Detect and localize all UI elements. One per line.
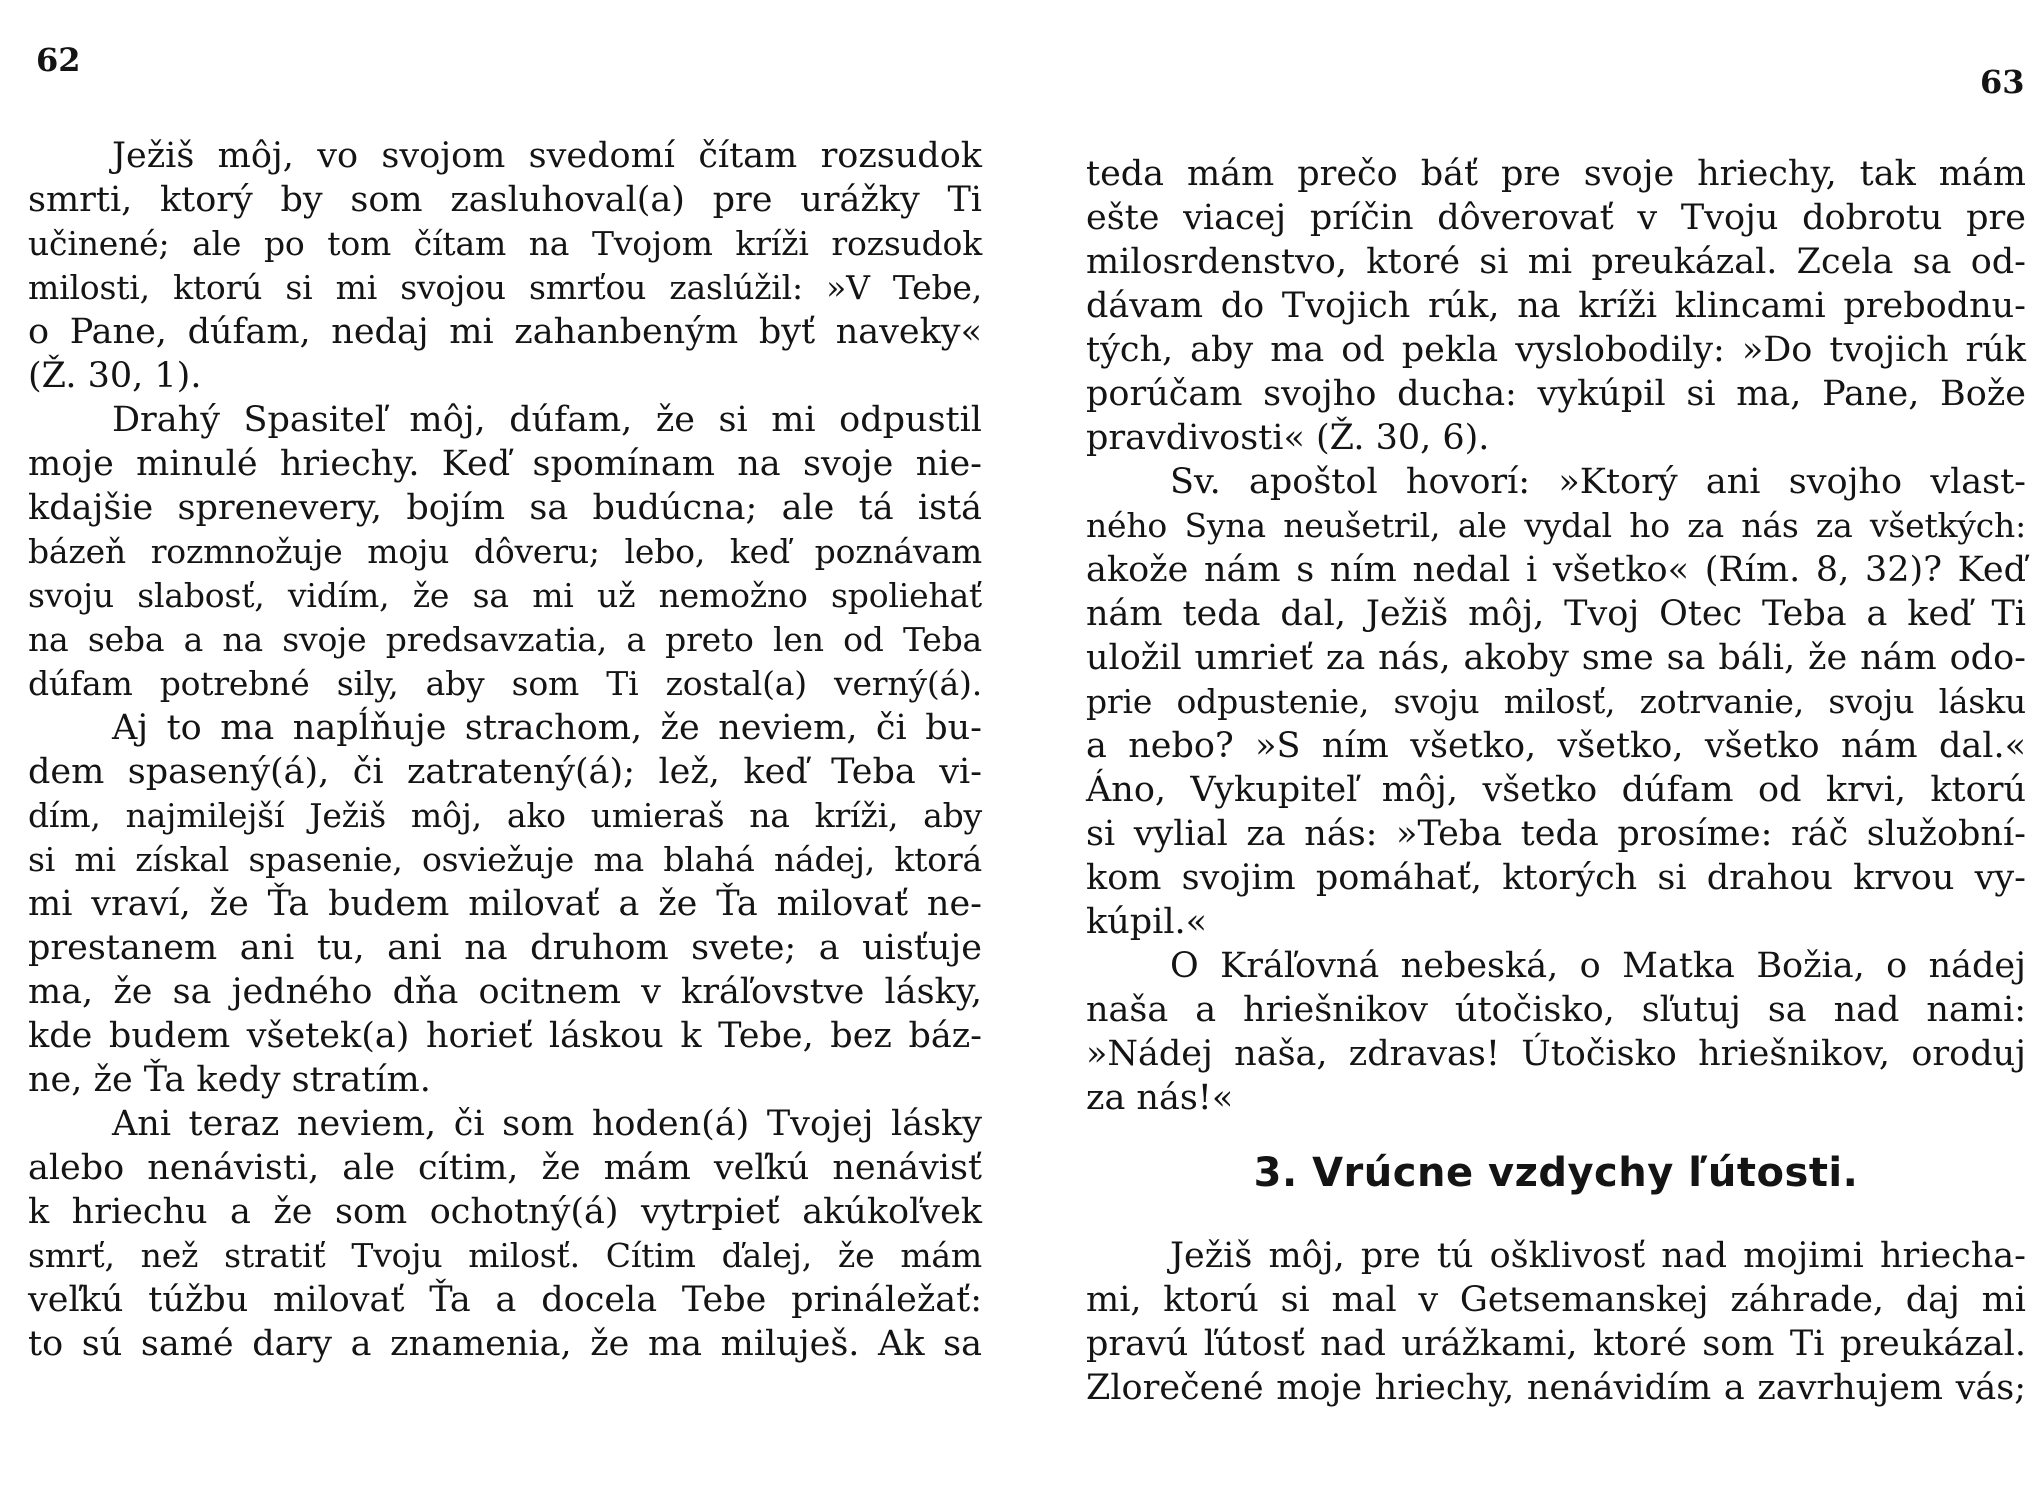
left-page	[28, 0, 982, 1500]
text-line: nám teda dal, Ježiš môj, Tvoj Otec Teba a keď Ti	[1086, 594, 2026, 634]
page-number-left: 62	[36, 41, 81, 79]
text-line: Ježiš môj, pre tú ošklivosť nad mojimi hriecha-	[1170, 1236, 2026, 1276]
text-line: porúčam svojho ducha: vykúpil si ma, Pane, Bože	[1086, 374, 2026, 414]
text-line: Sv. apoštol hovorí: »Ktorý ani svojho vlast-	[1170, 462, 2026, 502]
text-line: dávam do Tvojich rúk, na kríži klincami prebodnu-	[1086, 286, 2026, 326]
text-line: Ježiš môj, vo svojom svedomí čítam rozsudok	[112, 136, 982, 176]
text-line: mi vraví, že Ťa budem milovať a že Ťa milovať ne-	[28, 884, 982, 924]
text-line: pravú ľútosť nad urážkami, ktoré som Ti preukázal.	[1086, 1324, 2026, 1364]
page-number-right: 63	[1980, 63, 2025, 101]
text-line: ného Syna neušetril, ale vydal ho za nás za všetkých:	[1086, 506, 2026, 545]
text-line: k hriechu a že som ochotný(á) vytrpieť akúkoľvek	[28, 1192, 982, 1232]
text-line: »Nádej naša, zdravas! Útočisko hriešnikov, oroduj	[1086, 1034, 2026, 1074]
text-line: milosrdenstvo, ktoré si mi preukázal. Zcela sa od-	[1086, 242, 2026, 282]
text-line: veľkú túžbu milovať Ťa a docela Tebe prináležať:	[28, 1280, 982, 1320]
text-line: to sú samé dary a znamenia, že ma miluješ. Ak sa	[28, 1324, 982, 1364]
text-line: ešte viacej príčin dôverovať v Tvoju dobrotu pre	[1086, 198, 2026, 238]
text-line: uložil umrieť za nás, akoby sme sa báli, že nám odo-	[1086, 638, 2026, 678]
text-line: Zlorečené moje hriechy, nenávidím a zavrhujem vás;	[1086, 1368, 2026, 1408]
section-heading: 3. Vrúcne vzdychy ľútosti.	[1253, 1150, 1859, 1196]
text-line: na seba a na svoje predsavzatia, a preto len od Teba	[28, 620, 982, 659]
text-line: učinené; ale po tom čítam na Tvojom kríži rozsudok	[28, 224, 982, 263]
text-line: mi, ktorú si mal v Getsemanskej záhrade, daj mi	[1086, 1280, 2026, 1320]
text-line: milosti, ktorú si mi svojou smrťou zaslúžil: »V Tebe,	[28, 268, 982, 307]
text-line: tých, aby ma od pekla vyslobodily: »Do tvojich rúk	[1086, 330, 2026, 370]
text-line: si vylial za nás: »Teba teda prosíme: ráč služobní-	[1086, 814, 2026, 854]
text-line: teda mám prečo báť pre svoje hriechy, tak mám	[1086, 154, 2026, 194]
text-line: dem spasený(á), či zatratený(á); lež, keď Teba vi-	[28, 752, 982, 792]
text-line: (Ž. 30, 1).	[28, 356, 202, 396]
text-line: moje minulé hriechy. Keď spomínam na svoje nie-	[28, 444, 982, 484]
text-line: dúfam potrebné sily, aby som Ti zostal(a) verný(á).	[28, 664, 982, 703]
text-line: o Pane, dúfam, nedaj mi zahanbeným byť naveky«	[28, 312, 982, 352]
text-line: a nebo? »S ním všetko, všetko, všetko nám dal.«	[1086, 726, 2026, 766]
text-line: kde budem všetek(a) horieť láskou k Tebe, bez báz-	[28, 1016, 982, 1056]
text-line: naša a hriešnikov útočisko, sľutuj sa nad nami:	[1086, 990, 2026, 1030]
text-line: pravdivosti« (Ž. 30, 6).	[1086, 418, 1490, 458]
text-line: ne, že Ťa kedy stratím.	[28, 1060, 431, 1100]
text-line: Aj to ma napĺňuje strachom, že neviem, či bu-	[112, 708, 982, 748]
text-line: O Kráľovná nebeská, o Matka Božia, o nádej	[1170, 946, 2026, 986]
text-line: kúpil.«	[1086, 902, 1208, 942]
text-line: alebo nenávisti, ale cítim, že mám veľkú nenávisť	[28, 1148, 982, 1188]
text-line: smrti, ktorý by som zasluhoval(a) pre urážky Ti	[28, 180, 982, 220]
text-line: Ani teraz neviem, či som hoden(á) Tvojej lásky	[112, 1104, 982, 1144]
text-line: Áno, Vykupiteľ môj, všetko dúfam od krvi, ktorú	[1086, 770, 2026, 810]
text-line: akože nám s ním nedal i všetko« (Rím. 8, 32)? Keď	[1086, 550, 2026, 590]
text-line: smrť, než stratiť Tvoju milosť. Cítim ďalej, že mám	[28, 1236, 982, 1275]
text-line: kom svojim pomáhať, ktorých si drahou krvou vy-	[1086, 858, 2026, 898]
text-line: svoju slabosť, vidím, že sa mi už nemožno spoliehať	[28, 576, 982, 615]
text-line: bázeň rozmnožuje moju dôveru; lebo, keď poznávam	[28, 532, 982, 571]
text-line: ma, že sa jedného dňa ocitnem v kráľovstve lásky,	[28, 972, 982, 1012]
text-line: za nás!«	[1086, 1078, 1234, 1118]
text-line: Drahý Spasiteľ môj, dúfam, že si mi odpustil	[112, 400, 982, 440]
right-page	[1086, 0, 2026, 1500]
text-line: prie odpustenie, svoju milosť, zotrvanie, svoju lásku	[1086, 682, 2026, 721]
text-line: si mi získal spasenie, osviežuje ma blahá nádej, ktorá	[28, 840, 982, 879]
text-line: dím, najmilejší Ježiš môj, ako umieraš na kríži, aby	[28, 796, 982, 835]
text-line: kdajšie sprenevery, bojím sa budúcna; ale tá istá	[28, 488, 982, 528]
text-line: prestanem ani tu, ani na druhom svete; a uisťuje	[28, 928, 982, 968]
